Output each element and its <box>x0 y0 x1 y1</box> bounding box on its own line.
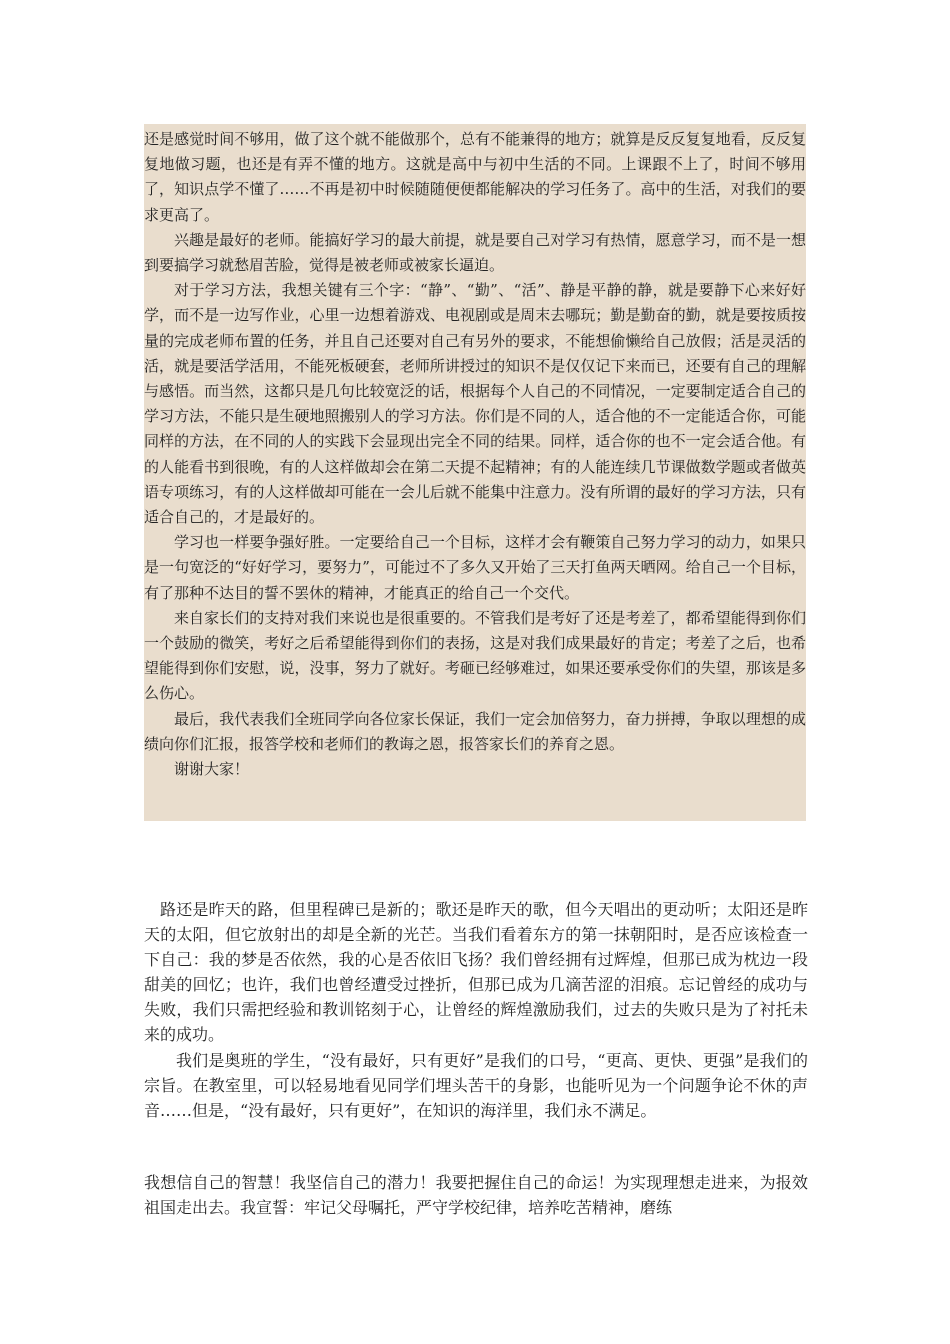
paragraph: 我想信自己的智慧！我坚信自己的潜力！我要把握住自己的命运！为实现理想走进来，为报效祖国走出去。我宣誓：牢记父母嘱托，严守学校纪律，培养吃苦精神，磨练 <box>144 1173 808 1217</box>
paragraph: 对于学习方法，我想关键有三个字：“静”、“勤”、“活”、静是平静的静，就是要静下心来好好学，而不是一边写作业，心里一边想着游戏、电视剧或是周末去哪玩；勤是勤奋的勤，就是要按质按量的完成老师布置的任务，并且自己还要对自己有另外的要求，不能想偷懒给自己放假；活是灵活的活，就是要活学活用，不能死板硬套，老师所讲授过的知识不是仅仅记下来而已，还要有自己的理解与感悟。而当然，这都只是几句比较宽泛的话，根据每个人自己的不同情况，一定要制定适合自己的学习方法，不能只是生硬地照搬别人的学习方法。你们是不同的人，适合他的不一定能适合你，可能同样的方法，在不同的人的实践下会显现出完全不同的结果。同样，适合你的也不一定会适合他。有的人能看书到很晚，有的人这样做却会在第二天提不起精神；有的人能连续几节课做数学题或者做英语专项练习，有的人这样做却可能在一会儿后就不能集中注意力。没有所谓的最好的学习方法，只有适合自己的，才是最好的。 <box>144 281 806 527</box>
highlighted-speech-section <box>144 124 806 821</box>
closing-thanks: 谢谢大家！ <box>174 760 250 779</box>
paragraph: 兴趣是最好的老师。能搞好学习的最大前提，就是要自己对学习有热情，愿意学习，而不是一想到要搞学习就愁眉苦脸，觉得是被老师或被家长逼迫。 <box>144 230 806 275</box>
paragraph: 还是感觉时间不够用，做了这个就不能做那个，总有不能兼得的地方；就算是反反复复地看，反反复复地做习题，也还是有弄不懂的地方。这就是高中与初中生活的不同。上课跟不上了，时间不够用了，知识点学不懂了……不再是初中时候随随便便都能解决的学习任务了。高中的生活，对我们的要求更高了。 <box>144 130 806 224</box>
paragraph: 路还是昨天的路，但里程碑已是新的；歌还是昨天的歌，但今天唱出的更动听；太阳还是昨天的太阳，但它放射出的却是全新的光芒。当我们看着东方的第一抹朝阳时，是否应该检查一下自己：我的梦是否依然，我的心是否依旧飞扬？我们曾经拥有过辉煌，但那已成为枕边一段甜美的回忆；也许，我们也曾经遭受过挫折，但那已成为几滴苦涩的泪痕。忘记曾经的成功与失败，我们只需把经验和教训铭刻于心，让曾经的辉煌激励我们，过去的失败只是为了衬托未来的成功。 <box>144 900 808 1044</box>
paragraph: 我们是奥班的学生，“没有最好，只有更好”是我们的口号，“更高、更快、更强”是我们的宗旨。在教室里，可以轻易地看见同学们埋头苦干的身影，也能听见为一个问题争论不休的声音……但是，“没有最好，只有更好”，在知识的海洋里，我们永不满足。 <box>144 1051 808 1120</box>
paragraph: 来自家长们的支持对我们来说也是很重要的。不管我们是考好了还是考差了，都希望能得到你们一个鼓励的微笑，考好之后希望能得到你们的表扬，这是对我们成果最好的肯定；考差了之后，也希望能得到你们安慰，说，没事，努力了就好。考砸已经够难过，如果还要承受你们的失望，那该是多么伤心。 <box>144 608 806 703</box>
speech-section-2 <box>144 897 808 1123</box>
speech-section-3 <box>144 1170 808 1220</box>
paragraph: 最后，我代表我们全班同学向各位家长保证，我们一定会加倍努力，奋力拼搏，争取以理想的成绩向你们汇报，报答学校和老师们的教诲之恩，报答家长们的养育之恩。 <box>144 709 806 753</box>
paragraph: 学习也一样要争强好胜。一定要给自己一个目标，这样才会有鞭策自己努力学习的动力，如果只是一句宽泛的“好好学习，要努力”，可能过不了多久又开始了三天打鱼两天晒网。给自己一个目标，有了那种不达目的誓不罢休的精神，才能真正的给自己一个交代。 <box>144 533 806 602</box>
